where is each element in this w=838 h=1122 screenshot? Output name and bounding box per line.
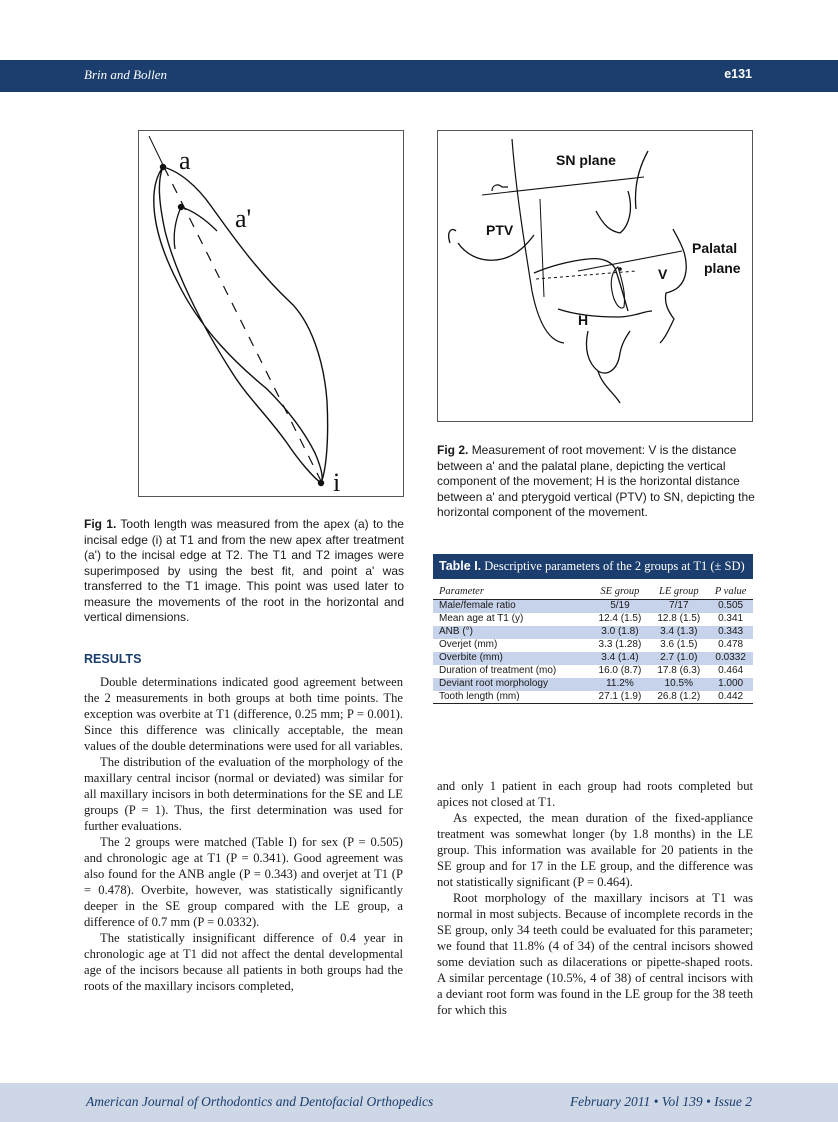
table-1-grid [433,585,753,704]
results-heading: RESULTS [84,652,142,666]
column-header: SE group [591,585,650,600]
figure-1 [138,130,404,497]
table-cell: 27.1 (1.9) [591,691,650,704]
fig2-cephalometric-drawing [438,131,752,421]
results-left-column [84,674,403,994]
figure-1-caption-text: Tooth length was measured from the apex (a) to the incisal edge (i) at T1 and from the new apex after treatment (a') to the incisal edge at T2. The T1 and T2 images were superimposed by using the best fit, and point a' was transferred to the T1 image. This point was used later to measure the movements of the root in the horizontal and vertical dimensions. [84,517,404,624]
header-page-number: e131 [724,67,752,81]
results-right-column [437,778,753,1018]
table-row [433,691,753,704]
table-cell: 3.4 (1.4) [591,652,650,665]
table-cell: 3.4 (1.3) [649,626,708,639]
header-authors: Brin and Bollen [84,67,168,82]
table-title-text: Descriptive parameters of the 2 groups at T1 (± SD) [484,559,745,573]
table-cell: 0.0332 [708,652,753,665]
table-cell: 3.6 (1.5) [660,639,698,650]
fig1-tooth-drawing [139,131,403,496]
table-cell: 11.2% [591,678,650,691]
table-cell: 3.3 (1.28) [598,639,642,650]
table-cell: Overbite (mm) [433,652,591,665]
table-cell: 12.4 (1.5) [598,613,642,624]
figure-1-label: Fig 1. [84,517,117,531]
running-header [0,60,838,92]
label-sn-plane: SN plane [556,152,616,168]
table-cell: Tooth length (mm) [433,691,591,704]
table-cell: 2.7 (1.0) [649,652,708,665]
table-cell: 0.505 [708,600,753,613]
paragraph: The 2 groups were matched (Table I) for sex (P = 0.505) and chronologic age at T1 (P = 0.341). Good agreement was also found for the ANB angle (P = 0.343) and overjet at T1 (P = 0.478). Overbite, however, was statistically significantly deeper in the SE group compared with the LE group, a difference of 0.7 mm (P = 0.0332). [84,835,403,929]
figure-2-label: Fig 2. [437,443,469,457]
table-row [433,652,753,665]
table-row [433,639,753,652]
label-i: i [333,468,341,496]
table-1-title [433,554,753,579]
table-cell: 0.478 [718,639,744,650]
paragraph: The statistically insignificant difference of 0.4 year in chronologic age at T1 did not affect the dental developmental age of the incisors because all patients in both groups had the roots of the maxillary incisors completed, [84,931,403,993]
label-palatal: Palatal [692,240,738,256]
label-h: H [578,312,589,328]
label-v: V [658,266,668,282]
label-a: a [179,146,191,175]
table-1 [433,554,753,704]
paragraph: and only 1 patient in each group had roots completed but apices not closed at T1. [437,779,753,809]
paragraph: As expected, the mean duration of the fixed-appliance treatment was somewhat longer (by 1.8 months) in the LE group. This information was available for 20 patients in the SE group and for 17 in the LE group, and the difference was not statistically significant (P = 0.464). [437,811,753,889]
table-cell: 0.442 [708,691,753,704]
column-header: P value [708,585,753,600]
table-cell: 3.0 (1.8) [591,626,650,639]
table-cell: 17.8 (6.3) [657,665,701,676]
table-label: Table I. [439,559,482,573]
table-cell: 1.000 [708,678,753,691]
table-cell: 0.464 [718,665,744,676]
table-cell: 26.8 (1.2) [649,691,708,704]
table-row [433,678,753,691]
table-cell: 10.5% [649,678,708,691]
paragraph: Double determinations indicated good agreement between the 2 measurements in both groups at both time points. The exception was overbite at T1 (difference, 0.25 mm; P = 0.001). Since this difference was clinically acceptable, the mean values of the double determinations were used for all variables. [84,675,403,753]
table-cell: 7/17 [649,600,708,613]
table-cell: Male/female ratio [433,600,591,613]
table-cell: 5/19 [591,600,650,613]
table-row [433,665,753,678]
table-row [433,626,753,639]
table-cell: Deviant root morphology [433,678,591,691]
figure-2-caption [437,443,755,521]
table-cell: ANB (°) [433,626,591,639]
table-row [433,613,753,626]
footer-issue: February 2011 • Vol 139 • Issue 2 [569,1094,752,1109]
figure-1-caption [84,517,404,626]
table-cell: 16.0 (8.7) [598,665,642,676]
figure-2 [437,130,753,422]
column-header: LE group [649,585,708,600]
table-cell: Duration of treatment (mo) [439,665,557,676]
table-cell: Overjet (mm) [439,639,498,650]
label-ptv: PTV [486,222,514,238]
footer-journal: American Journal of Orthodontics and Dentofacial Orthopedics [86,1094,434,1109]
label-plane: plane [704,260,741,276]
table-cell: 12.8 (1.5) [657,613,701,624]
paragraph: Root morphology of the maxillary incisors at T1 was normal in most subjects. Because of incomplete records in the SE group, only 34 teeth could be evaluated for this parameter; we found that 11.8% (4 of 34) of the central incisors showed some deviation such as dilacerations or pipette-shaped roots. A similar percentage (10.5%, 4 of 38) of central incisors with a deviant root form was found in the LE group for the 38 teeth for which this [437,891,753,1017]
table-cell: 0.343 [708,626,753,639]
column-header: Parameter [433,585,591,600]
table-cell: 0.341 [718,613,744,624]
figure-2-caption-text: Measurement of root movement: V is the distance between a' and the palatal plane, depicting the vertical component of the movement; H is the horizontal distance between a' and pterygoid vertical (PTV) to SN, depicting the horizontal component of the movement. [437,443,755,519]
paragraph: The distribution of the evaluation of the morphology of the maxillary central incisor (normal or deviated) was similar for all maxillary incisors in both determinations for the SE and LE groups (P = 1). Thus, the first determination was used for further evaluations. [84,755,403,833]
table-cell: Mean age at T1 (y) [439,613,524,624]
running-footer [0,1083,838,1122]
label-a-prime: a' [235,204,252,233]
table-row [433,600,753,613]
